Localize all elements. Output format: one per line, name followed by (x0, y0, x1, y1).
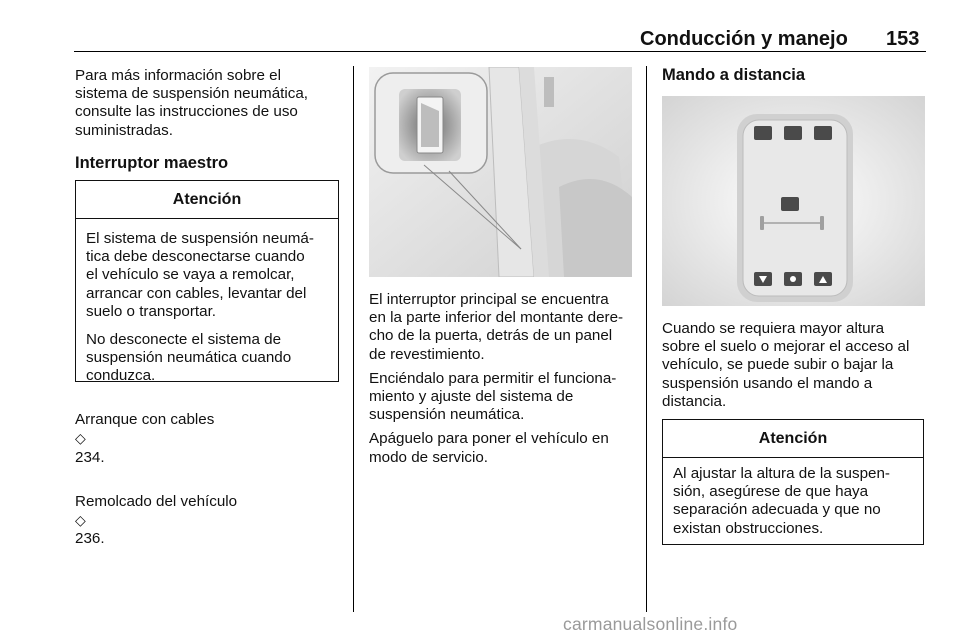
header-rule (74, 51, 926, 52)
column-divider-2 (646, 66, 647, 612)
ref-towing[interactable] (75, 475, 343, 549)
watermark: carmanualsonline.info (563, 614, 738, 634)
caution-1-paragraph-2: No desconecte el sistema de suspensión neumática cuando conduzca. (86, 331, 292, 385)
caution-box-2 (662, 419, 924, 545)
col2-paragraph-2: Enciéndalo para permitir el funciona- miento y ajuste del sistema de suspensión neumática. (369, 369, 617, 424)
caution-box-1 (75, 180, 339, 385)
ref-arrow-icon: ◇ (75, 512, 86, 529)
page-number: 153 (886, 28, 920, 50)
column-2 (369, 291, 639, 477)
column-3-text (662, 320, 932, 421)
remote-control-illustration (662, 96, 925, 306)
col2-paragraph-3: Apáguelo para poner el vehículo en modo de servicio. (369, 430, 609, 466)
subhead-master-switch: Interruptor maestro (75, 153, 229, 172)
caution-1-paragraph-1: El sistema de suspensión neumá- tica debe desconectarse cuando el vehículo se vaya a remolcar, arrancar con cables, levantar del suelo o transportar. (86, 230, 314, 320)
section-title: Conducción y manejo (640, 28, 848, 50)
cross-references (75, 393, 343, 559)
column-divider-1 (353, 66, 354, 612)
ref-jump-start[interactable] (75, 393, 343, 467)
master-switch-illustration (369, 67, 632, 277)
caution-body-2 (663, 458, 923, 538)
ref-towing-text: Remolcado del vehículo (75, 493, 238, 511)
caution-2-paragraph-1: Al ajustar la altura de la suspen- sión, asegúrese de que haya separación adecuada y que no existan obstrucciones. (673, 465, 890, 537)
col2-paragraph-1: El interruptor principal se encuentra en la parte inferior del montante dere- cho de la puerta, detrás de un panel de revestimiento. (369, 291, 624, 363)
col3-paragraph-1: Cuando se requiera mayor altura sobre el suelo o mejorar el acceso al vehículo, se puede subir o bajar la suspensión usando el mando a distancia. (662, 320, 910, 410)
column-1 (75, 67, 343, 172)
ref-towing-page: 236. (75, 530, 105, 548)
ref-arrow-icon: ◇ (75, 430, 86, 447)
subhead-remote: Mando a distancia (662, 66, 806, 84)
ref-jump-start-page: 234. (75, 448, 105, 466)
caution-body-1 (76, 219, 338, 386)
intro-paragraph: Para más información sobre el sistema de suspensión neumática, consulte las instrucciones de uso suministradas. (75, 67, 309, 139)
ref-jump-start-text: Arranque con cables (75, 411, 215, 429)
caution-title-1: Atención (76, 181, 338, 219)
caution-title-2: Atención (663, 420, 923, 458)
